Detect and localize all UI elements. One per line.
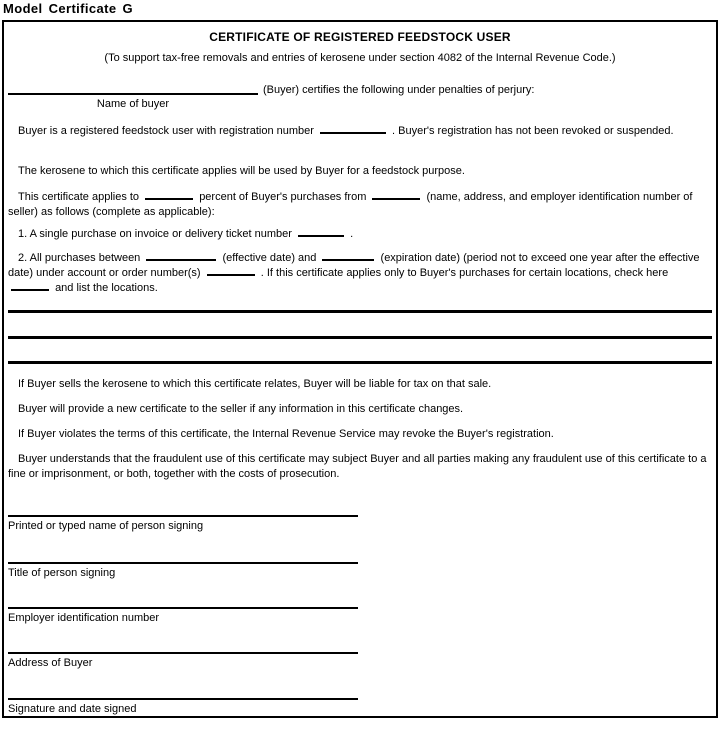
item-2-paragraph xyxy=(8,251,710,296)
signature-field-label: Employer identification number xyxy=(8,612,160,624)
buyer-certifies-statement: (Buyer) certifies the following under penalties of perjury: xyxy=(263,84,535,96)
name-of-buyer-label: Name of buyer xyxy=(96,98,170,110)
signature-field-title xyxy=(8,562,358,579)
statement-fraudulent-use: Buyer understands that the fraudulent use of this certificate may subject Buyer and all parties making any fraudulent use of this certificate to a fine or imprisonment, or both, together with the costs of prosecution. xyxy=(8,453,707,480)
signature-field-label: Printed or typed name of person signing xyxy=(8,520,204,532)
name-of-buyer-write-line xyxy=(8,93,258,95)
applies-text-1: This certificate applies to xyxy=(18,191,140,203)
item-2-text-4: . If this certificate applies only to Buyer's purchases for certain locations, check here xyxy=(260,267,669,279)
registration-text-after: . Buyer's registration has not been revoked or suspended. xyxy=(392,125,674,137)
signature-field-label: Signature and date signed xyxy=(8,703,137,715)
item-1-paragraph xyxy=(8,227,710,242)
item-2-text-2: (effective date) and xyxy=(222,252,317,264)
signature-field-label: Title of person signing xyxy=(8,567,116,579)
statement-new-certificate: Buyer will provide a new certificate to the seller if any information in this certificate changes. xyxy=(18,403,464,415)
registration-number-blank xyxy=(320,125,386,134)
check-here-blank xyxy=(11,282,49,291)
signature-field-ein xyxy=(8,607,358,624)
invoice-ticket-number-blank xyxy=(298,228,344,237)
locations-write-in-line xyxy=(8,336,712,339)
locations-write-in-line xyxy=(8,361,712,364)
signature-field-address xyxy=(8,652,358,669)
item-2-text-1: 2. All purchases between xyxy=(18,252,141,264)
item-1-text: 1. A single purchase on invoice or delivery ticket number xyxy=(18,228,292,240)
applies-paragraph xyxy=(8,190,710,220)
account-order-number-blank xyxy=(207,267,255,276)
applies-text-2: percent of Buyer's purchases from xyxy=(199,191,367,203)
applies-text-3: (name, address, and employer identification number of seller) as follows (complete as applicable): xyxy=(8,191,693,218)
effective-date-blank xyxy=(146,252,216,261)
statement-revoke-registration: If Buyer violates the terms of this certificate, the Internal Revenue Service may revoke the Buyer's registration. xyxy=(18,428,554,440)
item-1-period: . xyxy=(350,228,354,240)
signature-field-signature-date xyxy=(8,698,358,715)
signature-field-label: Address of Buyer xyxy=(8,657,93,669)
certificate-title: CERTIFICATE OF REGISTERED FEEDSTOCK USER xyxy=(209,30,511,44)
item-2-text-5: and list the locations. xyxy=(55,282,158,294)
expiration-date-blank xyxy=(322,252,374,261)
locations-write-in-line xyxy=(8,310,712,313)
seller-blank xyxy=(372,191,420,200)
statement-liable-for-tax: If Buyer sells the kerosene to which this certificate relates, Buyer will be liable for tax on that sale. xyxy=(18,378,492,390)
kerosene-use-paragraph: The kerosene to which this certificate applies will be used by Buyer for a feedstock purpose. xyxy=(18,165,465,177)
certificate-box xyxy=(2,20,718,718)
percent-blank xyxy=(145,191,193,200)
certificate-subtitle: (To support tax-free removals and entries of kerosene under section 4082 of the Internal Revenue Code.) xyxy=(104,52,616,64)
registration-paragraph xyxy=(8,124,710,139)
item-2-text-3: (expiration date) (period not to exceed one year after the effective date) under account or order number(s) xyxy=(8,252,700,279)
signature-field-printed-name xyxy=(8,515,358,532)
document-header: Model Certificate G xyxy=(3,1,134,16)
registration-text-before: Buyer is a registered feedstock user with registration number xyxy=(18,125,314,137)
